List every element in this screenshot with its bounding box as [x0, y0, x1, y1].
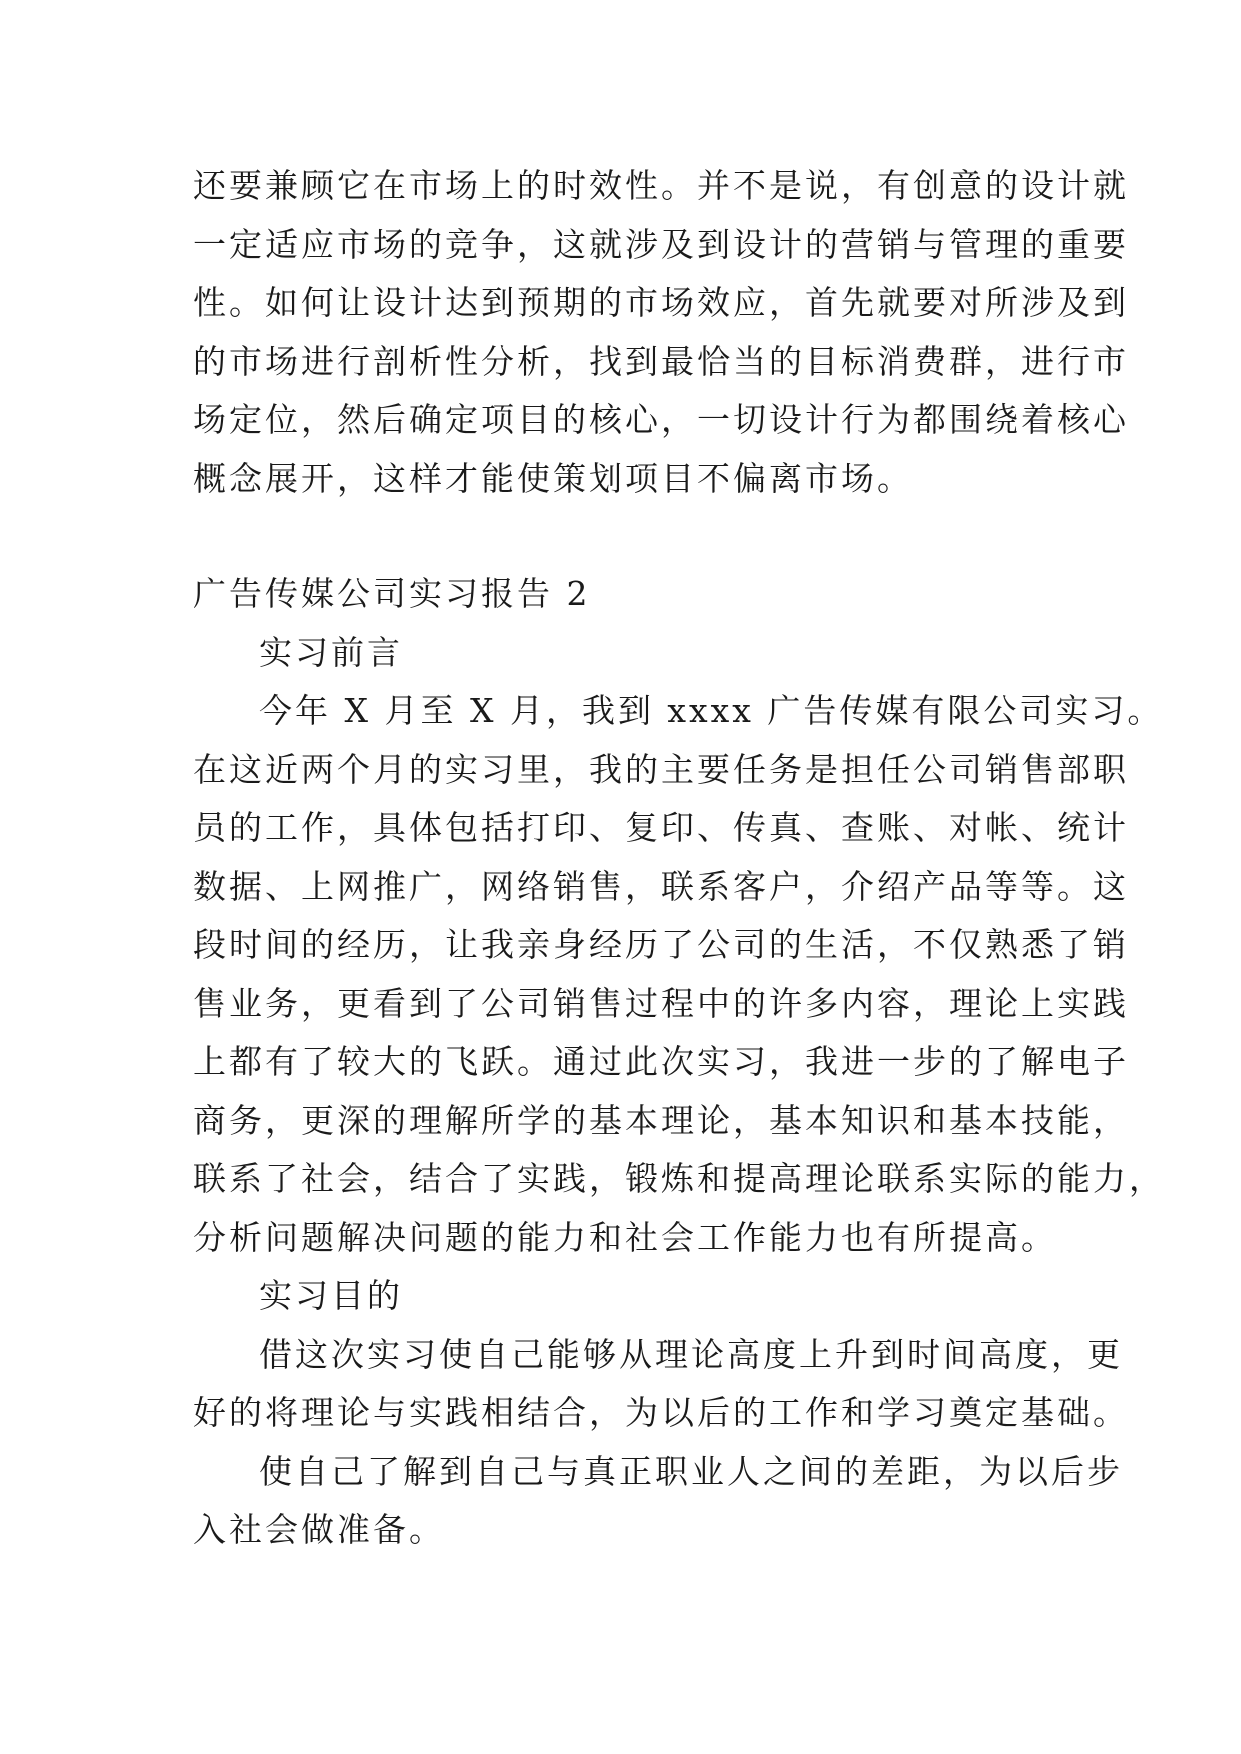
paragraph-line: 入社会做准备。	[193, 1510, 445, 1549]
intro-paragraph	[193, 157, 1129, 508]
paragraph-line: 一定适应市场的竞争，这就涉及到设计的营销与管理的重要	[193, 224, 1129, 264]
paragraph-line: 今年 X 月至 X 月，我到 xxxx 广告传媒有限公司实习。	[259, 691, 1164, 730]
preface-paragraph	[193, 682, 1165, 1267]
document-body	[193, 157, 1165, 1560]
purpose-paragraph-1	[193, 1326, 1129, 1443]
paragraph-line: 概念展开，这样才能使策划项目不偏离市场。	[193, 458, 913, 498]
paragraph-line: 上都有了较大的飞跃。通过此次实习，我进一步的了解电子	[193, 1042, 1129, 1081]
purpose-paragraph-2	[193, 1443, 1123, 1560]
section-heading-purpose: 实习目的	[259, 1276, 403, 1315]
report-title: 广告传媒公司实习报告 2	[193, 574, 591, 613]
paragraph-line: 好的将理论与实践相结合，为以后的工作和学习奠定基础。	[193, 1393, 1129, 1432]
paragraph-line: 性。如何让设计达到预期的市场效应，首先就要对所涉及到	[193, 283, 1129, 322]
section-heading-preface: 实习前言	[259, 632, 403, 672]
paragraph-line: 的市场进行剖析性分析，找到最恰当的目标消费群，进行市	[193, 341, 1129, 381]
paragraph-line: 段时间的经历，让我亲身经历了公司的生活，不仅熟悉了销	[193, 925, 1129, 964]
paragraph-line: 场定位，然后确定项目的核心，一切设计行为都围绕着核心	[193, 400, 1129, 439]
paragraph-line: 联系了社会，结合了实践，锻炼和提高理论联系实际的能力，	[193, 1159, 1165, 1198]
paragraph-line: 还要兼顾它在市场上的时效性。并不是说，有创意的设计就	[193, 166, 1129, 205]
paragraph-line: 售业务，更看到了公司销售过程中的许多内容，理论上实践	[193, 983, 1129, 1023]
paragraph-line: 借这次实习使自己能够从理论高度上升到时间高度，更	[259, 1334, 1123, 1374]
paragraph-line: 分析问题解决问题的能力和社会工作能力也有所提高。	[193, 1217, 1057, 1257]
paragraph-line: 在这近两个月的实习里，我的主要任务是担任公司销售部职	[193, 749, 1129, 789]
paragraph-line: 使自己了解到自己与真正职业人之间的差距，为以后步	[259, 1451, 1123, 1491]
paragraph-line: 数据、上网推广，网络销售，联系客户，介绍产品等等。这	[193, 866, 1129, 906]
section-spacer	[193, 508, 1073, 565]
paragraph-line: 商务，更深的理解所学的基本理论，基本知识和基本技能，	[193, 1100, 1129, 1140]
paragraph-line: 员的工作，具体包括打印、复印、传真、查账、对帐、统计	[193, 808, 1129, 847]
